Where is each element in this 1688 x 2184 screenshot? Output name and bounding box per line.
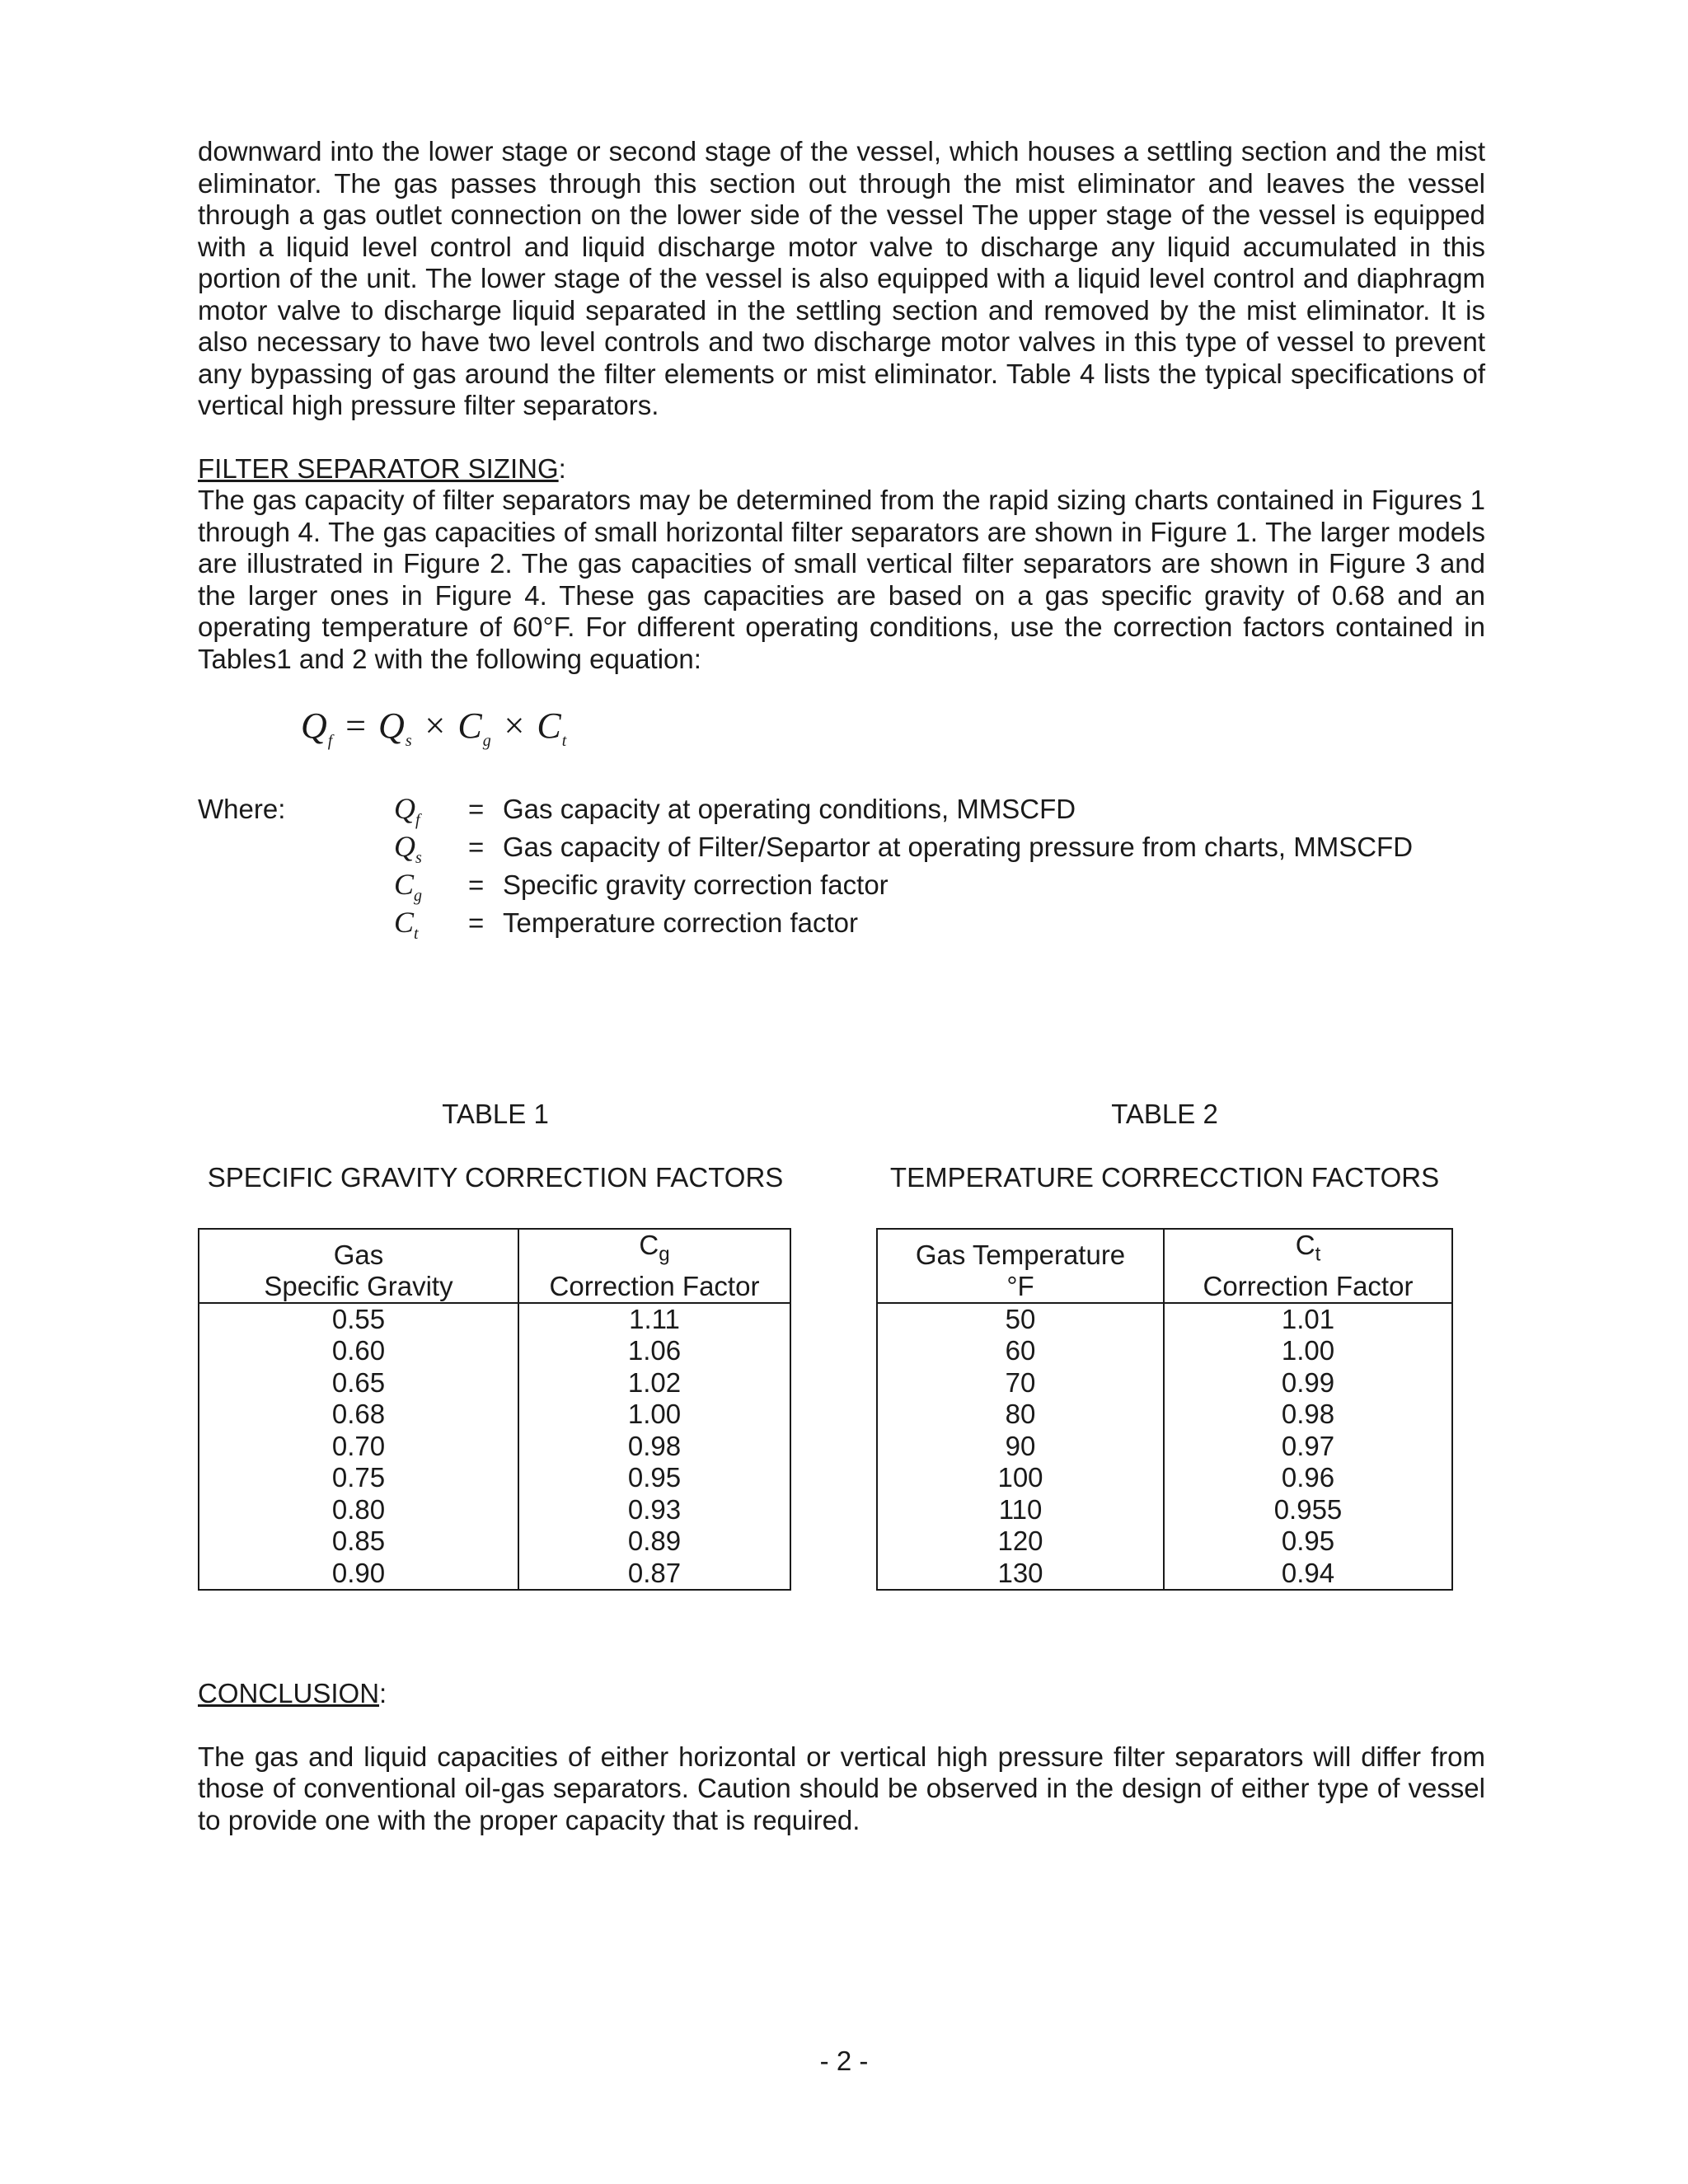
table2-cell: 90 [877, 1431, 1164, 1463]
conclusion-heading [198, 1678, 1485, 1710]
definition-text: Gas capacity at operating conditions, MMSCFD [503, 794, 1076, 824]
table1-row [199, 1494, 790, 1526]
eq-q: Q [301, 705, 328, 746]
table1-cell: 0.89 [518, 1526, 790, 1558]
page-number: - 2 - [819, 2046, 869, 2076]
table1-cell: 1.02 [518, 1367, 790, 1399]
table2-header-ct-line2: Correction Factor [1203, 1270, 1414, 1301]
table2-header-ct-symbol: $C_t$ [1295, 1230, 1321, 1266]
table2-number: TABLE 2 [1111, 1099, 1218, 1129]
table2-row [877, 1303, 1452, 1336]
conclusion-section [198, 1678, 1485, 1836]
table1-cell: 0.80 [199, 1494, 518, 1526]
table1-row [199, 1303, 790, 1336]
definition-text: Gas capacity of Filter/Separtor at operating pressure from charts, MMSCFD [503, 832, 1414, 862]
table2-cell: 0.94 [1164, 1558, 1452, 1591]
definition-row [394, 867, 1413, 905]
table2-row [877, 1367, 1452, 1399]
table2-caption: TEMPERATURE CORRECCTION FACTORS [889, 1162, 1440, 1193]
table1-row [199, 1558, 790, 1591]
table1-cell: 1.00 [518, 1399, 790, 1431]
table1-row [199, 1431, 790, 1463]
conclusion-paragraph: The gas and liquid capacities of either horizontal or vertical high pressure filter separators will differ from those of conventional oil-gas separators. Caution should be observed in the design of either type of vessel to provide one with the proper capacity that is required. [198, 1741, 1485, 1835]
eq-c1: C [457, 705, 483, 746]
eq-q2: Q [378, 705, 406, 746]
eq-c2: C [537, 705, 562, 746]
table1-cell: 0.95 [518, 1462, 790, 1494]
intro-paragraph: downward into the lower stage or second stage of the vessel, which houses a settling section and the mist eliminator. The gas passes through this section out through the mist eliminator and leaves the vessel through a gas outlet connection on the lower side of the vessel The upper stage of the vessel is equipped with a liquid level control and liquid discharge motor valve to discharge any liquid accumulated in this portion of the unit. The lower stage of the vessel is also equipped with a liquid level control and diaphragm motor valve to discharge liquid separated in the settling section and removed by the mist eliminator. It is also necessary to have two level controls and two discharge motor valves in this type of vessel to prevent any bypassing of gas around the filter elements or mist eliminator. Table 4 lists the typical specifications of vertical high pressure filter separators. [198, 136, 1485, 420]
definition-equals: = [468, 869, 485, 900]
table1-caption: SPECIFIC GRAVITY CORRECTION FACTORS [207, 1162, 784, 1193]
table1-header-cg-symbol: $C_g$ [639, 1230, 670, 1266]
table1-cell: 0.93 [518, 1494, 790, 1526]
table1-row [199, 1462, 790, 1494]
table2-cell: 120 [877, 1526, 1164, 1558]
table1-header-cg-line2: Correction Factor [549, 1270, 760, 1301]
eq-sub-f: f [327, 731, 334, 750]
table2-cell: 50 [877, 1303, 1164, 1336]
table2-cell: 60 [877, 1335, 1164, 1367]
eq-times-1: × [412, 705, 458, 746]
table1-row [199, 1335, 790, 1367]
table2-cell: 1.01 [1164, 1303, 1452, 1336]
definition-row [394, 829, 1413, 867]
table2-cell: 0.96 [1164, 1462, 1452, 1494]
table2-row [877, 1494, 1452, 1526]
table1-row [199, 1399, 790, 1431]
definition-symbol: $Q_s$ [394, 830, 422, 868]
table1-cell: 0.87 [518, 1558, 790, 1591]
table2-cell: 70 [877, 1367, 1164, 1399]
table1-cell: 1.06 [518, 1335, 790, 1367]
table2-header-temp-line1: Gas Temperature [915, 1239, 1126, 1270]
sizing-heading [198, 453, 1485, 485]
definition-symbol: $C_t$ [394, 906, 419, 944]
definition-row [394, 791, 1413, 829]
table2-header-temp-line2: °F [1006, 1270, 1034, 1301]
table1-cell: 0.55 [199, 1303, 518, 1336]
table2-row [877, 1399, 1452, 1431]
capacity-equation [301, 705, 567, 751]
table1-cell: 0.98 [518, 1431, 790, 1463]
definition-symbol: $Q_f$ [394, 792, 420, 830]
table1-cell: 0.70 [199, 1431, 518, 1463]
table2-cell: 0.99 [1164, 1367, 1452, 1399]
table2-cell: 100 [877, 1462, 1164, 1494]
definition-symbol: $C_g$ [394, 868, 423, 906]
definition-equals: = [468, 794, 485, 824]
table2-cell: 0.95 [1164, 1526, 1452, 1558]
table2-row [877, 1335, 1452, 1367]
table2-row [877, 1462, 1452, 1494]
table1-header-cg [518, 1229, 790, 1303]
table1-cell: 0.68 [199, 1399, 518, 1431]
eq-sub-t: t [561, 731, 568, 750]
definition-equals: = [468, 907, 485, 938]
table1-cell: 0.85 [199, 1526, 518, 1558]
table1-header-gas-line1: Gas [333, 1239, 384, 1270]
table1-specific-gravity [198, 1228, 791, 1591]
eq-times-2: × [491, 705, 537, 746]
table1-cell: 0.90 [199, 1558, 518, 1591]
table2-cell: 110 [877, 1494, 1164, 1526]
table2-cell: 0.97 [1164, 1431, 1452, 1463]
definition-row [394, 905, 1413, 943]
table1-row [199, 1526, 790, 1558]
table1-header-gas [199, 1229, 518, 1303]
definition-text: Specific gravity correction factor [503, 869, 889, 900]
definition-equals: = [468, 832, 485, 862]
table2-cell: 0.955 [1164, 1494, 1452, 1526]
table2-cell: 0.98 [1164, 1399, 1452, 1431]
table2-row [877, 1558, 1452, 1591]
definitions-list [394, 791, 1413, 943]
table1-cell: 0.65 [199, 1367, 518, 1399]
table2-temperature [876, 1228, 1453, 1591]
table2-cell: 1.00 [1164, 1335, 1452, 1367]
eq-sub-g: g [482, 731, 492, 750]
table1-number: TABLE 1 [442, 1099, 549, 1129]
conclusion-heading-colon: : [379, 1678, 387, 1708]
table2-cell: 80 [877, 1399, 1164, 1431]
where-label: Where: [198, 794, 286, 824]
table1-cell: 0.60 [199, 1335, 518, 1367]
sizing-heading-text: FILTER SEPARATOR SIZING [198, 452, 559, 484]
sizing-paragraph: The gas capacity of filter separators may be determined from the rapid sizing charts contained in Figures 1 through 4. The gas capacities of small horizontal filter separators are shown in Figure 1. The larger models are illustrated in Figure 2. The gas capacities of small vertical filter separators are shown in Figure 3 and the larger ones in Figure 4. These gas capacities are based on a gas specific gravity of 0.68 and an operating temperature of 60°F. For different operating conditions, use the correction factors contained in Tables1 and 2 with the following equation: [198, 485, 1485, 674]
conclusion-heading-text: CONCLUSION [198, 1678, 380, 1708]
eq-equals: = [333, 705, 379, 746]
definition-text: Temperature correction factor [503, 907, 859, 938]
table2-header-ct [1164, 1229, 1452, 1303]
table1-header-gas-line2: Specific Gravity [264, 1270, 453, 1301]
table2-row [877, 1526, 1452, 1558]
table1-row [199, 1367, 790, 1399]
table2-row [877, 1431, 1452, 1463]
sizing-heading-colon: : [558, 452, 566, 484]
table2-header-temp [877, 1229, 1164, 1303]
table1-cell: 0.75 [199, 1462, 518, 1494]
table1-cell: 1.11 [518, 1303, 790, 1336]
eq-sub-s: s [405, 731, 413, 750]
intro-section [198, 136, 1485, 675]
table2-cell: 130 [877, 1558, 1164, 1591]
